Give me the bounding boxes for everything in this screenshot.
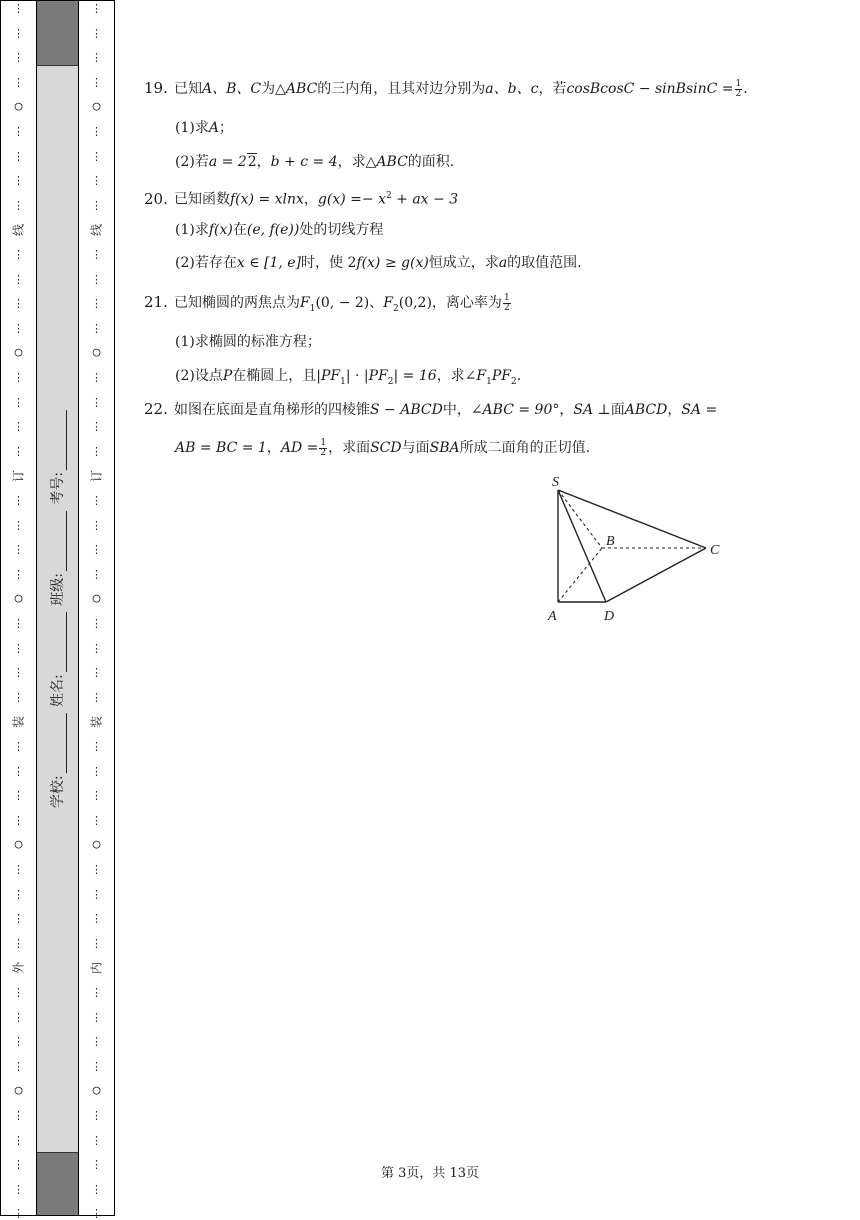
q22-math: SA ⊥	[573, 402, 611, 418]
inner-seal-dots: ⋮	[91, 1109, 102, 1122]
q19-p2-text: ，	[256, 154, 271, 170]
inner-seal-dots: ⋮	[91, 1182, 102, 1196]
q19-p2-math: b + c = 4	[270, 154, 338, 170]
inner-seal-dots: ⋮	[91, 887, 102, 901]
subscript: 1	[340, 376, 346, 387]
outer-seal-dots: ⋮	[13, 51, 24, 65]
inner-seal-dots: ⋮	[91, 1207, 102, 1220]
outer-seal-dots: ⋮	[13, 321, 24, 335]
exam-number-label: 考号:	[50, 471, 66, 505]
question-number: 20.	[144, 189, 168, 208]
q22-text: ，	[667, 402, 682, 418]
denominator: 2	[503, 302, 510, 313]
q21-p2-math: | = 16	[393, 368, 437, 384]
q21-math: F	[383, 295, 393, 311]
question-21	[144, 292, 512, 319]
inner-seal-dots: ⋮	[91, 125, 102, 138]
inner-seal-circle: ○	[92, 345, 101, 361]
inner-seal-dots: ⋮	[91, 174, 102, 188]
q19-math: A、B、C	[202, 81, 262, 97]
school-label: 学校:	[50, 775, 66, 809]
q21-p2-text: 在椭圆上，且	[232, 368, 317, 384]
outer-seal-circle: ○	[14, 837, 23, 853]
inner-seal-dots: ⋮	[91, 789, 102, 803]
q19-p2-math: a = 2	[208, 154, 247, 170]
q21-math: F	[300, 295, 310, 311]
outer-seal-dots: ⋮	[13, 1109, 24, 1122]
outer-seal-char: 装	[11, 716, 26, 729]
outer-seal-dots: ⋮	[13, 272, 24, 286]
denominator: 2	[320, 447, 327, 458]
q19-math: ABC	[285, 81, 318, 97]
outer-seal-dots: ⋮	[13, 1010, 24, 1024]
q21-p2-text: (2)设点	[175, 368, 223, 384]
q22-line-2	[175, 438, 590, 458]
grey-cap-top	[37, 1, 78, 66]
inner-seal-dots: ⋮	[91, 371, 102, 384]
numerator: 1	[735, 78, 742, 89]
outer-seal-dots: ⋮	[13, 420, 24, 434]
exam-number-blank[interactable]	[52, 410, 67, 470]
outer-seal-dots: ⋮	[13, 617, 24, 630]
outer-seal-dots: ⋮	[13, 444, 24, 458]
q21-p2-math: P	[222, 368, 233, 384]
q21-part-1	[175, 332, 321, 352]
q20-p2-text: (2)若存在	[175, 255, 237, 271]
q20-p2-math: a	[498, 255, 508, 271]
q22-text: 如图在底面是直角梯形的四棱锥	[174, 402, 370, 418]
outer-seal-dots: ⋮	[13, 690, 24, 704]
outer-seal-dots: ⋮	[13, 813, 24, 827]
q22-text: ，求面	[328, 440, 371, 456]
inner-seal-circle: ○	[92, 591, 101, 607]
outer-seal-dots: ⋮	[13, 1035, 24, 1049]
q20-p2-text: 的取值范围.	[507, 255, 582, 271]
q20-p1-math: (e, f(e))	[246, 222, 300, 238]
inner-seal-dots: ⋮	[91, 321, 102, 335]
q21-p2-math: |PF	[316, 368, 341, 384]
outer-seal-dots: ⋮	[13, 1182, 24, 1196]
q22-text: 面	[610, 402, 625, 418]
outer-seal-dots: ⋮	[13, 740, 24, 753]
vertex-label-C: C	[710, 543, 720, 558]
q21-part-2	[175, 366, 521, 392]
name-blank[interactable]	[52, 612, 67, 672]
q20-p2-text: 时，使 2	[301, 255, 357, 271]
outer-seal-char: 订	[11, 470, 26, 483]
inner-seal-dots: ⋮	[91, 518, 102, 532]
q19-text: 的三内角，且其对边分别为	[317, 81, 486, 97]
q20-text: ，	[303, 191, 318, 208]
q22-math: S − ABCD	[370, 402, 443, 418]
outer-seal-dots: ⋮	[13, 125, 24, 138]
inner-seal-dots: ⋮	[91, 1133, 102, 1147]
q22-math: AB = BC = 1	[175, 440, 267, 456]
denominator: 2	[735, 88, 742, 99]
outer-seal-dots: ⋮	[13, 567, 24, 581]
inner-seal-dots: ⋮	[91, 666, 102, 680]
q19-p1-text: ；	[218, 120, 233, 136]
student-info-fields	[47, 408, 67, 808]
inner-seal-dots: ⋮	[91, 494, 102, 507]
inner-seal-dots: ⋮	[91, 740, 102, 753]
school-blank[interactable]	[52, 713, 67, 773]
q21-p2-text: .	[516, 368, 522, 384]
outer-seal-dots: ⋮	[13, 1207, 24, 1220]
exponent: 2	[385, 191, 392, 201]
q19-math: a、b、c	[485, 81, 539, 97]
outer-seal-circle: ○	[14, 1083, 23, 1099]
q20-math: g(x) =− x	[317, 191, 386, 208]
inner-seal-dots: ⋮	[91, 2, 102, 15]
inner-seal-dots: ⋮	[91, 764, 102, 778]
inner-seal-circle: ○	[92, 837, 101, 853]
inner-seal-dots: ⋮	[91, 198, 102, 212]
inner-binding-strip	[78, 0, 115, 1220]
inner-seal-dots: ⋮	[91, 51, 102, 65]
subscript: 2	[387, 376, 394, 387]
inner-seal-dots: ⋮	[91, 297, 102, 311]
q22-math: SBA	[429, 440, 460, 456]
vertex-label-B: B	[606, 534, 615, 549]
pyramid-figure	[540, 470, 730, 630]
inner-seal-char: 订	[89, 470, 104, 483]
q19-p1-text: (1)求	[175, 120, 209, 136]
q20-p1-text: 在	[232, 222, 247, 238]
q22-math: AD =	[280, 440, 319, 456]
q20-p2-text: 恒成立，求	[428, 255, 499, 271]
fraction-one-half	[319, 439, 327, 458]
class-label: 班级:	[50, 573, 66, 606]
inner-seal-dots: ⋮	[91, 641, 102, 655]
q19-text: ，若	[538, 81, 567, 97]
q19-p2-text: 的面积.	[407, 154, 455, 170]
q20-p1-text: 处的切线方程	[299, 222, 384, 238]
outer-seal-dots: ⋮	[13, 297, 24, 311]
q22-math: ABCD	[624, 402, 668, 418]
inner-seal-circle: ○	[92, 99, 101, 115]
q21-text: 已知椭圆的两焦点为	[174, 295, 300, 311]
outer-seal-dots: ⋮	[13, 371, 24, 384]
outer-seal-dots: ⋮	[13, 789, 24, 803]
question-22	[144, 399, 717, 420]
inner-seal-char: 装	[89, 716, 104, 729]
inner-seal-dots: ⋮	[91, 1010, 102, 1024]
q19-part-1	[175, 118, 233, 138]
inner-seal-dots: ⋮	[91, 690, 102, 704]
subscript: 2	[393, 303, 399, 314]
outer-seal-circle: ○	[14, 345, 23, 361]
q21-p2-math: F	[476, 368, 487, 384]
inner-seal-dots: ⋮	[91, 863, 102, 876]
question-19	[144, 78, 748, 99]
outer-seal-dots: ⋮	[13, 912, 24, 926]
question-number: 19.	[144, 79, 168, 97]
q20-part-1	[175, 220, 383, 240]
outer-seal-dots: ⋮	[13, 764, 24, 778]
inner-seal-dots: ⋮	[91, 813, 102, 827]
q22-math: SCD	[370, 440, 402, 456]
q19-part-2	[175, 152, 454, 172]
outer-seal-dots: ⋮	[13, 75, 24, 89]
q20-p2-math: x ∈ [1, e]	[236, 255, 302, 271]
inner-seal-dots: ⋮	[91, 248, 102, 261]
outer-seal-dots: ⋮	[13, 248, 24, 261]
outer-seal-dots: ⋮	[13, 395, 24, 409]
outer-seal-dots: ⋮	[13, 887, 24, 901]
fraction-one-half	[503, 294, 511, 313]
inner-seal-dots: ⋮	[91, 75, 102, 89]
outer-seal-dots: ⋮	[13, 2, 24, 15]
name-label: 姓名:	[50, 674, 66, 707]
q20-math: + ax − 3	[391, 191, 459, 208]
q19-p2-math: ABC	[376, 154, 408, 170]
edge-AB	[558, 548, 602, 602]
outer-seal-dots: ⋮	[13, 1133, 24, 1147]
numerator: 1	[503, 292, 510, 303]
q19-text: .	[743, 81, 748, 97]
q19-text: 已知	[174, 81, 202, 97]
outer-seal-dots: ⋮	[13, 641, 24, 655]
inner-seal-dots: ⋮	[91, 567, 102, 581]
q21-p2-text: ，求∠	[436, 368, 477, 384]
sqrt-two: 2	[247, 154, 257, 170]
q19-p2-text: ，求△	[337, 154, 377, 170]
q20-text: 已知函数	[174, 191, 230, 208]
q20-p1-math: f(x)	[208, 222, 233, 238]
outer-seal-dots: ⋮	[13, 149, 24, 163]
subscript: 1	[309, 303, 316, 314]
q20-part-2	[175, 253, 582, 273]
edge-DC	[606, 548, 706, 602]
q20-math: f(x) = xlnx	[230, 191, 304, 208]
subscript: 1	[486, 376, 492, 387]
outer-seal-dots: ⋮	[13, 1158, 24, 1172]
fraction-one-half	[735, 80, 743, 99]
outer-seal-dots: ⋮	[13, 1059, 24, 1073]
outer-seal-dots: ⋮	[13, 543, 24, 557]
q22-text: 中，	[442, 402, 471, 418]
edge-SD	[558, 490, 606, 602]
q21-p2-math: PF	[491, 368, 512, 384]
q21-text: (0, − 2)、	[315, 295, 384, 311]
q21-p2-math: | · |PF	[345, 368, 388, 384]
class-blank[interactable]	[52, 511, 67, 571]
inner-seal-dots: ⋮	[91, 272, 102, 286]
outer-seal-dots: ⋮	[13, 666, 24, 680]
inner-seal-dots: ⋮	[91, 1158, 102, 1172]
outer-seal-char: 线	[11, 224, 26, 237]
numerator: 1	[320, 437, 327, 448]
q22-text: ，	[266, 440, 281, 456]
inner-seal-dots: ⋮	[91, 1059, 102, 1073]
q19-p2-text: (2)若	[175, 154, 209, 170]
subscript: 2	[511, 376, 517, 387]
vertex-label-D: D	[604, 609, 615, 624]
outer-seal-circle: ○	[14, 99, 23, 115]
outer-seal-dots: ⋮	[13, 26, 24, 40]
inner-seal-dots: ⋮	[91, 936, 102, 950]
inner-seal-dots: ⋮	[91, 420, 102, 434]
inner-seal-dots: ⋮	[91, 444, 102, 458]
inner-seal-dots: ⋮	[91, 986, 102, 999]
q21-p1-text: (1)求椭圆的标准方程；	[175, 334, 321, 350]
q22-math: ∠ABC = 90°	[470, 402, 560, 418]
q22-text: ，	[559, 402, 574, 418]
inner-seal-dots: ⋮	[91, 1035, 102, 1049]
inner-seal-circle: ○	[92, 1083, 101, 1099]
q20-p2-math: f(x) ≥ g(x)	[356, 255, 429, 271]
inner-seal-dots: ⋮	[91, 912, 102, 926]
outer-seal-dots: ⋮	[13, 986, 24, 999]
outer-seal-dots: ⋮	[13, 863, 24, 876]
question-20	[144, 186, 458, 210]
q19-p1-math: A	[208, 120, 219, 136]
q22-math: SA =	[681, 402, 718, 418]
page-footer: 第 3页，共 13页	[380, 1166, 480, 1181]
inner-seal-dots: ⋮	[91, 543, 102, 557]
outer-seal-char: 外	[11, 962, 26, 975]
question-number: 22.	[144, 400, 168, 418]
outer-seal-circle: ○	[14, 591, 23, 607]
outer-seal-dots: ⋮	[13, 494, 24, 507]
q19-math: cosBcosC − sinBsinC =	[566, 81, 734, 97]
inner-seal-dots: ⋮	[91, 617, 102, 630]
vertex-label-S: S	[552, 475, 559, 490]
q20-p1-text: (1)求	[175, 222, 209, 238]
q22-text: 与面	[401, 440, 430, 456]
outer-seal-dots: ⋮	[13, 198, 24, 212]
outer-seal-dots: ⋮	[13, 936, 24, 950]
inner-seal-char: 内	[89, 962, 104, 975]
inner-seal-char: 线	[89, 224, 104, 237]
inner-seal-dots: ⋮	[91, 26, 102, 40]
q22-text: 所成二面角的正切值.	[459, 440, 591, 456]
question-number: 21.	[144, 293, 168, 311]
q19-text: 为△	[261, 81, 286, 97]
outer-seal-dots: ⋮	[13, 518, 24, 532]
vertex-label-A: A	[548, 609, 557, 624]
outer-binding-strip	[0, 0, 37, 1220]
inner-seal-dots: ⋮	[91, 149, 102, 163]
outer-seal-dots: ⋮	[13, 174, 24, 188]
q21-text: (0,2)，离心率为	[398, 295, 502, 311]
inner-seal-dots: ⋮	[91, 395, 102, 409]
